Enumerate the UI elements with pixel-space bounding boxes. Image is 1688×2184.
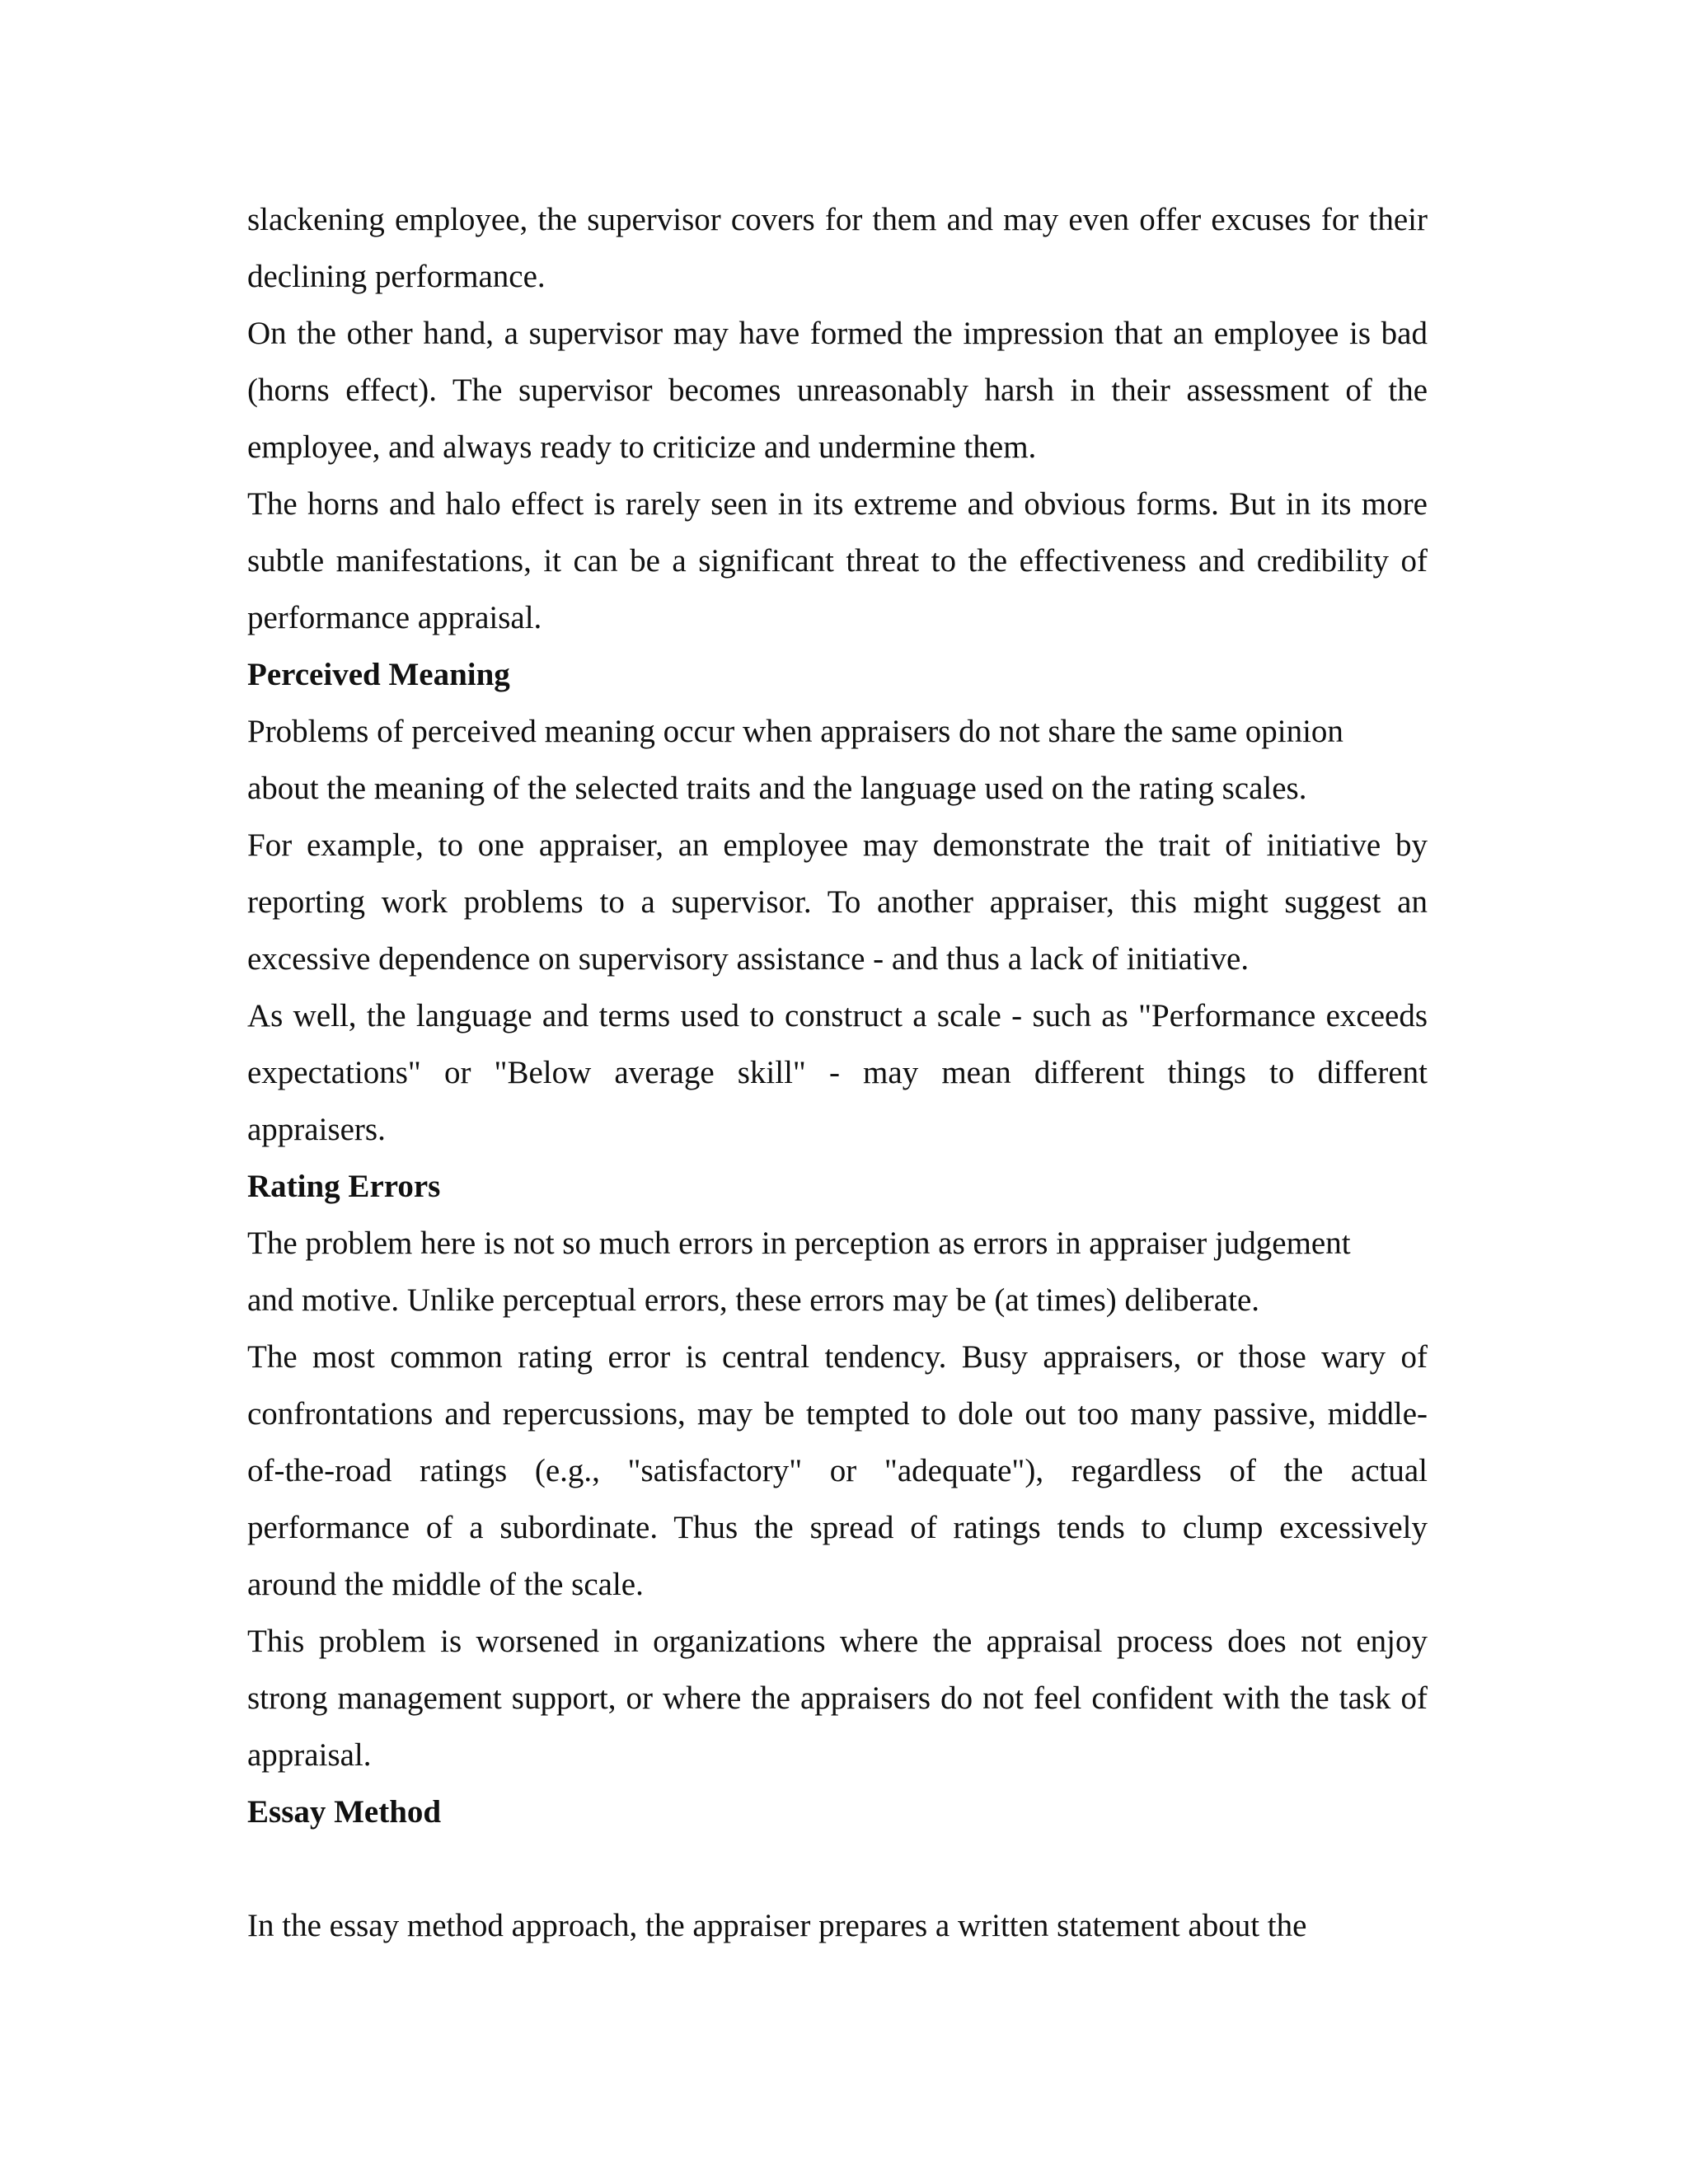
section-heading-essay-method: Essay Method bbox=[247, 1794, 442, 1830]
section-heading-perceived-meaning: Perceived Meaning bbox=[247, 657, 510, 692]
body-text-line: reporting work problems to a supervisor. To another appraiser, this might suggest an bbox=[247, 884, 1428, 920]
body-text-line: slackening employee, the supervisor covers for them and may even offer excuses for their bbox=[247, 202, 1428, 237]
blank-line bbox=[247, 1840, 1428, 1897]
body-text-line: of-the-road ratings (e.g., "satisfactory" or "adequate"), regardless of the actual bbox=[247, 1453, 1428, 1488]
body-text-line: subtle manifestations, it can be a significant threat to the effectiveness and credibility of bbox=[247, 543, 1428, 579]
body-text-line: performance appraisal. bbox=[247, 600, 542, 635]
section-heading-rating-errors: Rating Errors bbox=[247, 1169, 441, 1204]
body-text-line: employee, and always ready to criticize and undermine them. bbox=[247, 429, 1037, 465]
body-text-line: performance of a subordinate. Thus the spread of ratings tends to clump excessively bbox=[247, 1510, 1428, 1545]
body-text-line: strong management support, or where the appraisers do not feel confident with the task of bbox=[247, 1680, 1428, 1716]
body-text-line: This problem is worsened in organizations where the appraisal process does not enjoy bbox=[247, 1624, 1428, 1659]
body-text-line: around the middle of the scale. bbox=[247, 1567, 644, 1602]
body-text-line: about the meaning of the selected traits and the language used on the rating scales. bbox=[247, 771, 1307, 806]
body-text-line: expectations" or "Below average skill" - may mean different things to different bbox=[247, 1055, 1428, 1090]
body-text-line: and motive. Unlike perceptual errors, these errors may be (at times) deliberate. bbox=[247, 1282, 1260, 1318]
body-text-line: (horns effect). The supervisor becomes unreasonably harsh in their assessment of the bbox=[247, 373, 1428, 408]
body-text-line: On the other hand, a supervisor may have formed the impression that an employee is bad bbox=[247, 316, 1428, 351]
body-text-line: declining performance. bbox=[247, 259, 546, 294]
body-text-line: The most common rating error is central tendency. Busy appraisers, or those wary of bbox=[247, 1339, 1428, 1375]
body-text-line: As well, the language and terms used to construct a scale - such as "Performance exceeds bbox=[247, 998, 1428, 1033]
body-text-line: confrontations and repercussions, may be tempted to dole out too many passive, middle- bbox=[247, 1396, 1428, 1432]
body-text-line: In the essay method approach, the appraiser prepares a written statement about the bbox=[247, 1908, 1307, 1943]
body-text-line: appraisers. bbox=[247, 1112, 386, 1147]
body-text-line: The problem here is not so much errors in perception as errors in appraiser judgement bbox=[247, 1226, 1351, 1261]
body-text-line: appraisal. bbox=[247, 1737, 372, 1773]
body-text-line: Problems of perceived meaning occur when appraisers do not share the same opinion bbox=[247, 714, 1343, 749]
body-text-line: excessive dependence on supervisory assistance - and thus a lack of initiative. bbox=[247, 941, 1250, 977]
body-text-line: The horns and halo effect is rarely seen in its extreme and obvious forms. But in its more bbox=[247, 486, 1428, 522]
document-body bbox=[247, 191, 1428, 1954]
body-text-line: For example, to one appraiser, an employee may demonstrate the trait of initiative by bbox=[247, 827, 1428, 863]
